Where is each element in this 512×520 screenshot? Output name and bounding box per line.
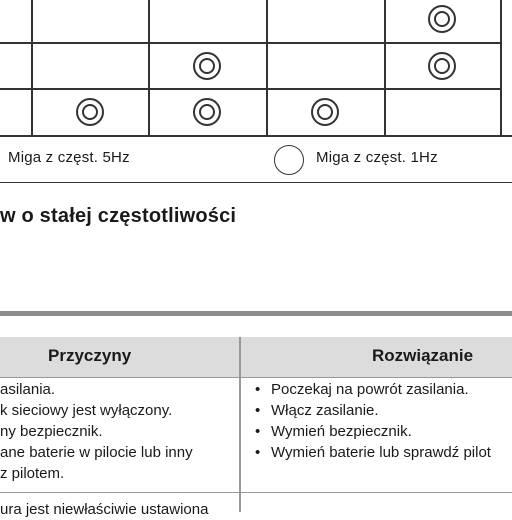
blink-1hz-icon [274, 145, 304, 175]
row-divider [0, 492, 512, 493]
cause-line: ane baterie w pilocie lub inny [0, 444, 193, 461]
legend-blink-1hz: Miga z częst. 1Hz [316, 149, 438, 166]
blink-5hz-icon [428, 52, 456, 80]
column-header-causes: Przyczyny [48, 346, 132, 365]
grid-line [0, 135, 512, 137]
section-heading: w o stałej częstotliwości [0, 205, 237, 227]
blink-5hz-icon [311, 98, 339, 126]
solution-item: Włącz zasilanie. [271, 402, 379, 419]
grid-line [384, 0, 386, 135]
blink-5hz-icon [193, 52, 221, 80]
cause-line: z pilotem. [0, 465, 65, 482]
blink-5hz-icon [428, 5, 456, 33]
column-divider [239, 337, 241, 512]
grid-line [0, 42, 502, 44]
legend-divider [0, 182, 512, 183]
cause-line: ny bezpiecznik. [0, 423, 103, 440]
blink-5hz-icon [193, 98, 221, 126]
cause-line: k sieciowy jest wyłączony. [0, 402, 173, 419]
grid-line [266, 0, 268, 135]
bullet-icon: • [255, 402, 261, 419]
solution-item: Wymień bezpiecznik. [271, 423, 412, 440]
bullet-icon: • [255, 381, 261, 398]
bullet-icon: • [255, 423, 261, 440]
grid-line [500, 0, 502, 135]
column-header-solution: Rozwiązanie [372, 346, 474, 365]
blink-5hz-icon [76, 98, 104, 126]
grid-line [31, 0, 33, 135]
grid-line [0, 88, 502, 90]
table-top-bar [0, 311, 512, 316]
cause-line: ura jest niewłaściwie ustawiona [0, 501, 209, 518]
legend-blink-5hz: Miga z częst. 5Hz [8, 149, 130, 166]
bullet-icon: • [255, 444, 261, 461]
cause-line: asilania. [0, 381, 56, 398]
solution-item: Poczekaj na powrót zasilania. [271, 381, 469, 398]
solution-item: Wymień baterie lub sprawdź pilot [271, 444, 491, 461]
grid-line [148, 0, 150, 135]
